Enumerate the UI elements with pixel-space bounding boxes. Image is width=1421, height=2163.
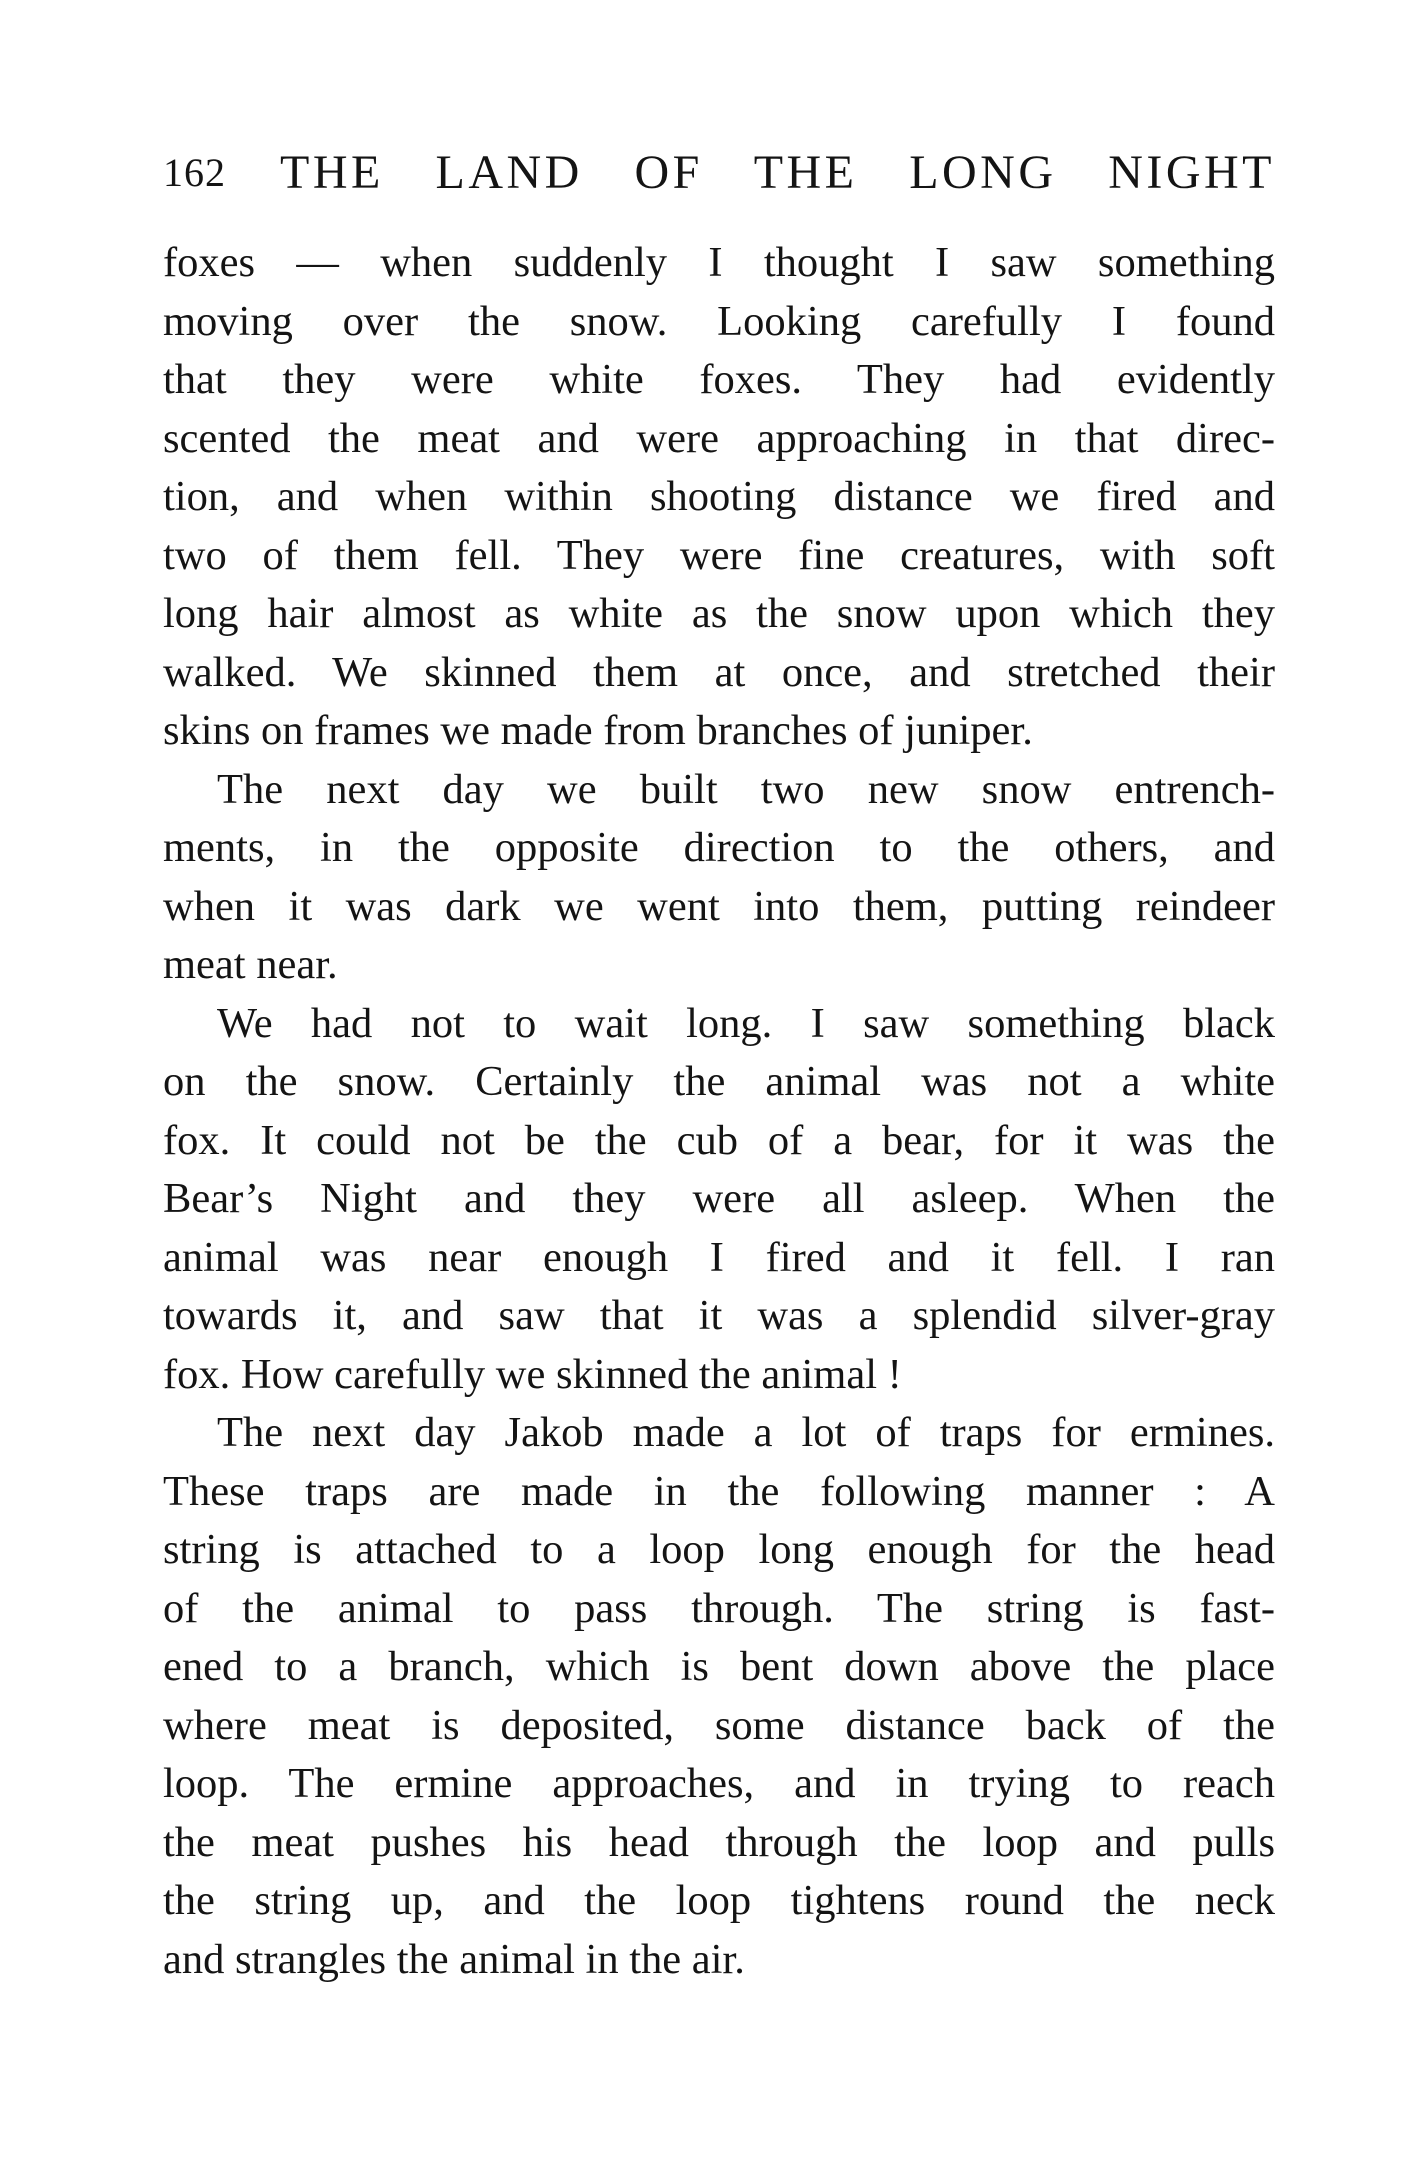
paragraph-3 (163, 995, 1275, 1405)
text-line: meat near. (163, 941, 338, 988)
text-line: towards it, and saw that it was a splendid silver-gray (163, 1292, 1275, 1339)
text-line: scented the meat and were approaching in that direc- (163, 414, 1275, 462)
paragraph-4 (163, 1404, 1275, 1989)
page-number: 162 (163, 150, 226, 195)
text-line: The next day Jakob made a lot of traps for ermines. (217, 1409, 1275, 1456)
text-line: fox. How carefully we skinned the animal ! (163, 1350, 902, 1398)
paragraph-1 (163, 234, 1275, 761)
text-line: We had not to wait long. I saw something black (217, 999, 1275, 1047)
text-line: tion, and when within shooting distance we fired and (163, 473, 1275, 520)
text-line: the string up, and the loop tightens round the neck (163, 1877, 1275, 1924)
text-line: The next day we built two new snow entrench- (217, 765, 1275, 813)
text-line: two of them fell. They were fine creatures, with soft (163, 531, 1275, 579)
text-line: foxes — when suddenly I thought I saw something (163, 239, 1275, 286)
text-line: skins on frames we made from branches of juniper. (163, 707, 1033, 754)
text-line: ments, in the opposite direction to the others, and (163, 824, 1275, 871)
running-title: THE LAND OF THE LONG NIGHT (280, 146, 1275, 199)
text-line: that they were white foxes. They had evidently (163, 356, 1275, 403)
text-line: of the animal to pass through. The string is fast- (163, 1584, 1275, 1632)
paragraph-2 (163, 761, 1275, 995)
text-line: moving over the snow. Looking carefully I found (163, 297, 1275, 345)
body-text (163, 234, 1275, 1989)
text-line: ened to a branch, which is bent down above the place (163, 1643, 1275, 1690)
page-header (163, 143, 1275, 203)
text-line: walked. We skinned them at once, and stretched their (163, 648, 1275, 696)
text-line: when it was dark we went into them, putting reindeer (163, 882, 1275, 930)
text-line: Bear’s Night and they were all asleep. When the (163, 1175, 1275, 1222)
text-line: animal was near enough I fired and it fell. I ran (163, 1233, 1275, 1281)
text-line: on the snow. Certainly the animal was not a white (163, 1058, 1275, 1105)
text-line: string is attached to a loop long enough for the head (163, 1526, 1275, 1573)
text-line: where meat is deposited, some distance back of the (163, 1701, 1275, 1749)
text-line: These traps are made in the following manner : A (163, 1467, 1275, 1515)
text-line: fox. It could not be the cub of a bear, for it was the (163, 1116, 1275, 1164)
text-line: and strangles the animal in the air. (163, 1935, 745, 1983)
text-line: loop. The ermine approaches, and in trying to reach (163, 1760, 1275, 1807)
text-line: the meat pushes his head through the loop and pulls (163, 1818, 1275, 1866)
text-line: long hair almost as white as the snow upon which they (163, 590, 1275, 637)
